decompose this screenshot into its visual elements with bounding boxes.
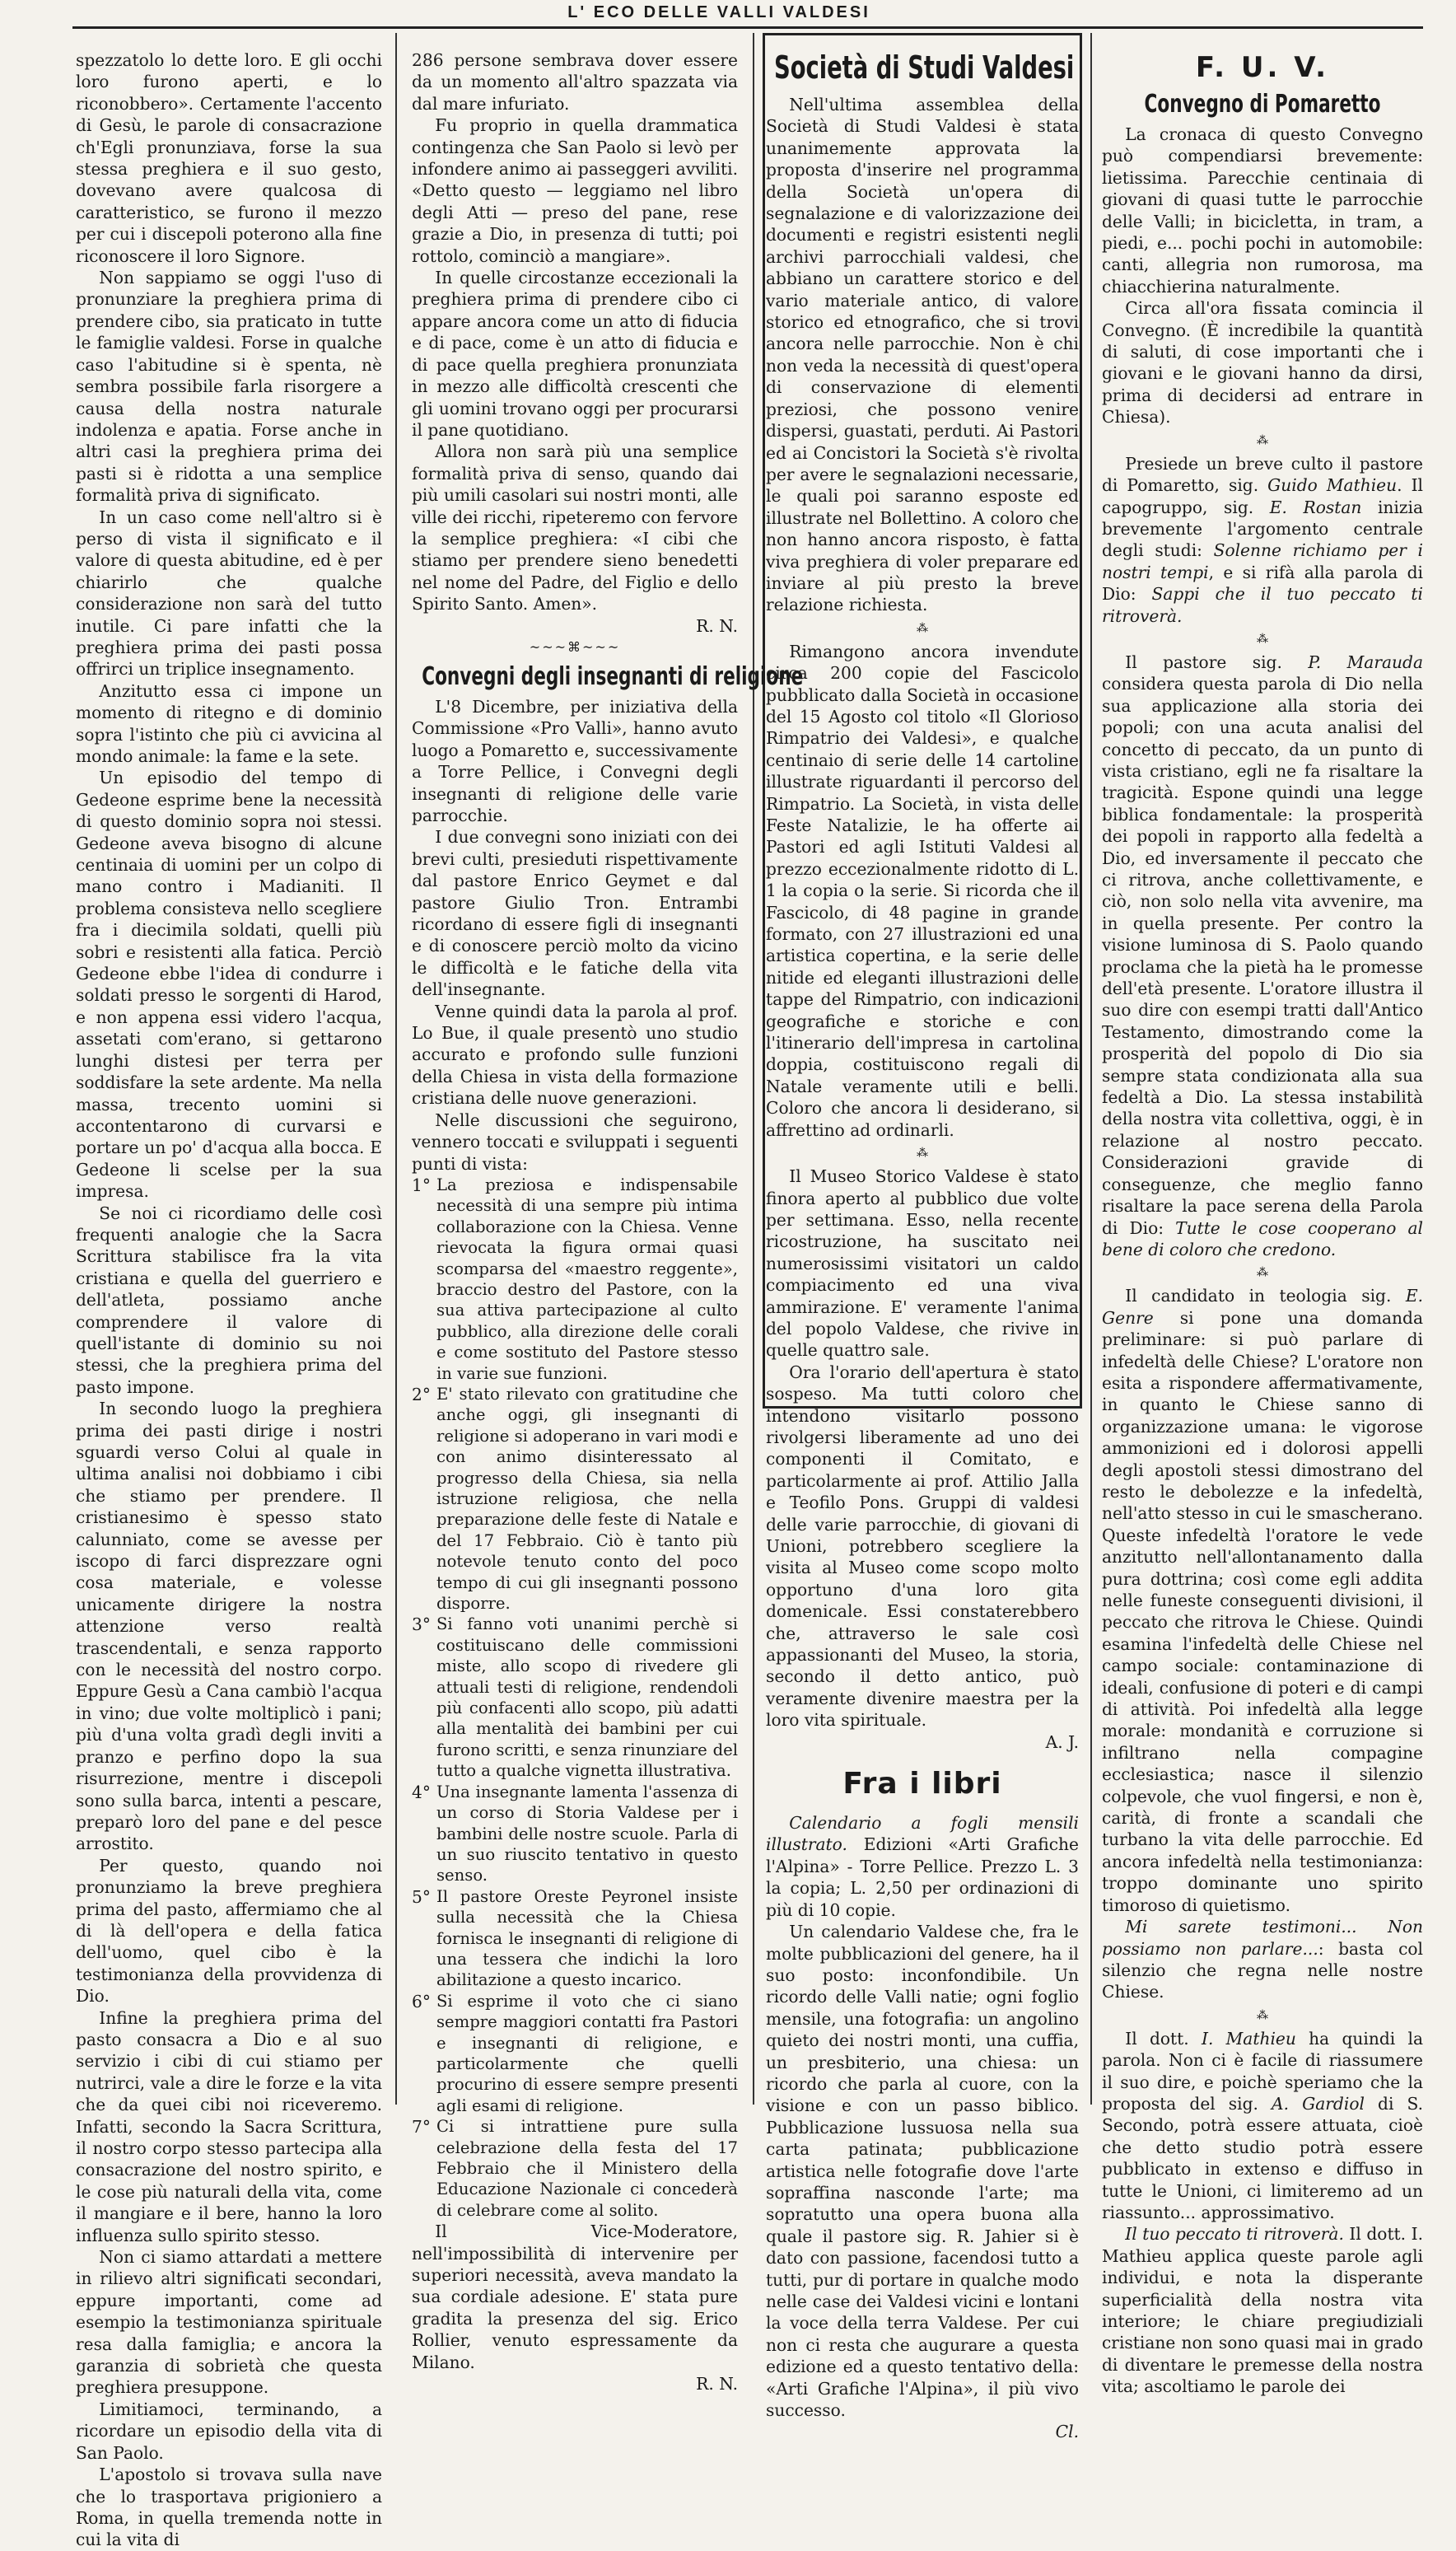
item-number: 7°	[412, 2117, 431, 2138]
bible-quote: Sappi che il tuo peccato ti ritroverà.	[1102, 584, 1424, 626]
paragraph: Nelle discussioni che seguirono, vennero toccati e sviluppati i seguenti punti di vista:	[412, 1110, 738, 1174]
list-item	[412, 1175, 738, 1384]
column-divider	[395, 33, 397, 2105]
paragraph	[1102, 453, 1423, 627]
list-item	[412, 1384, 738, 1614]
theme-title: Solenne richiamo per i nostri tempi	[1102, 540, 1423, 582]
list-item	[412, 1782, 738, 1886]
item-text: Ci si intrattiene pure sulla celebrazione della festa del 17 Febbraio che il Ministero della Educazione Nazionale ci concederà di celebrare come al solito.	[436, 2117, 738, 2220]
text-run: si pone una domanda preliminare: si può parlare di infedeltà delle Chiese? L'oratore non esita a rispondere affermativamente, in quanto le Chiese sanno di organizzazione umana: le vigorose ammonizioni ed i dolorosi appelli degli apostoli stessi dimostrano del resto le debolezze e la infedeltà, nell'atto stesso in cui le smascherano. Queste infedeltà l'oratore le vede anzitutto nell'allontanamento dalla pura dottrina; così come egli addita nelle funeste conseguenti divisioni, il peccato che ritrova le Chiese. Quindi esamina l'infedeltà delle Chiese nel campo sociale: contaminazione di ideali, confusione di poteri e di campi di attività. Poi infedeltà alla legge morale: mondanità e corruzione si infiltrano nella compagine ecclesiastica; nasce il silenzio colpevole, che vuol fingersi, e non è, carità, di fronte a scandali che turbano la vita delle parrocchie. Ed ancora infedeltà nella testimonianza: troppo dominante uno spirito timoroso di quietismo.	[1102, 1307, 1423, 1915]
section-stars: ⁂	[1257, 433, 1268, 447]
masthead: L' ECO DELLE VALLI VALDESI	[567, 3, 870, 21]
paragraph: I due convegni sono iniziati con dei brevi culti, presieduti rispettivamente dal pastore Enrico Geymet e dal pastore Giulio Tron. Entrambi ricordano di essere figli di insegnanti e di conoscere perciò molto da vicino le difficoltà e le fatiche della vita dell'insegnante.	[412, 827, 738, 1000]
paragraph: Fu proprio in quella drammatica contingenza che San Paolo si levò per infondere animo ai passeggeri avviliti. «Detto questo — leggiamo nel libro degli Atti — preso del pane, rese grazie a Dio, in presenza di tutti; poi rottolo, cominciò a mangiare».	[412, 115, 738, 266]
paragraph: Venne quindi data la parola al prof. Lo Bue, il quale presentò uno studio accurato e profondo sulle funzioni della Chiesa in vista della formazione cristiana delle nuove generazioni.	[412, 1001, 738, 1109]
bible-quote: Tutte le cose cooperano al bene di coloro che credono.	[1102, 1217, 1423, 1259]
text-run: : basta col silenzio che regna nelle nostre Chiese.	[1102, 1938, 1423, 2002]
item-number: 4°	[412, 1782, 431, 1802]
text-run: Il candidato in teologia sig.	[1125, 1286, 1406, 1306]
text-run: inizia brevemente l'argomento centrale degli studi:	[1102, 497, 1423, 561]
signature: R. N.	[696, 2374, 738, 2394]
article-heading: Società di Studi Valdesi	[774, 49, 1075, 86]
section-stars: ⁂	[1257, 632, 1268, 646]
bible-quote: Il tuo peccato ti ritroverà.	[1125, 2224, 1344, 2245]
paragraph: Limitiamoci, terminando, a ricordare un episodio della vita di San Paolo.	[76, 2399, 382, 2463]
bible-quote: Mi sarete testimoni... Non possiamo non parlare...	[1102, 1917, 1423, 1959]
text-run: Il dott.	[1125, 2028, 1202, 2049]
item-number: 3°	[412, 1614, 431, 1635]
item-text: La preziosa e indispensabile necessità di una sempre più intima collaborazione con la Chiesa. Venne rievocata la figura ormai quasi scomparsa del «maestro reggente», braccio destro del Pastore, con la sua attiva partecipazione al culto pubblico, alla direzione delle corali e come sostituto del Pastore stesso in varie sue funzioni.	[436, 1175, 738, 1383]
column-3	[766, 49, 1080, 2442]
person-name: E. Rostan	[1269, 497, 1362, 517]
paragraph	[1102, 652, 1423, 1260]
section-stars: ⁂	[1257, 2008, 1268, 2022]
book-info: Edizioni «Arti Grafiche l'Alpina» - Torre Pellice. Prezzo L. 3 la copia; L. 2,50 per ordinazioni di più di 10 copie.	[766, 1834, 1080, 1920]
item-number: 2°	[412, 1384, 431, 1404]
column-4	[1102, 49, 1424, 2397]
paragraph: spezzatolo lo dette loro. E gli occhi loro furono aperti, e lo riconobbero». Certamente l'accento di Gesù, le parole di consacrazione ch'Egli pronunziava, forse la sua stessa preghiera e il suo gesto, dovevano avere qualcosa di caratteristico, se furono il mezzo per cui i discepoli poterono alla fine riconoscere il loro Signore.	[76, 50, 382, 266]
person-name: P. Marauda	[1308, 652, 1423, 672]
item-number: 1°	[412, 1175, 431, 1195]
signature-text: Cl.	[1055, 2422, 1079, 2442]
paragraph: Non sappiamo se oggi l'uso di pronunziare la preghiera prima di prendere cibo, sia praticato in tutte le famiglie valdesi. Forse in qualche caso l'abitudine si è spenta, nè sembra possibile farla risorgere a causa della nostra naturale indolenza e apatia. Forse anche in altri casi la preghiera prima dei pasti si è ridotta a una semplice formalità priva di significato.	[76, 268, 382, 506]
numbered-list	[412, 1175, 738, 2221]
paragraph: Il Vice-Moderatore, nell'impossibilità di intervenire per superiori necessità, aveva mandato la sua cordiale adesione. E' stata pure gradita la presenza del sig. Erico Rollier, venuto espressamente da Milano.	[412, 2222, 738, 2372]
section-stars: ⁂	[917, 1147, 928, 1161]
paragraph	[1102, 1916, 1423, 2003]
item-number: 5°	[412, 1886, 431, 1907]
column-2	[412, 49, 804, 2394]
text-run: Il pastore sig.	[1125, 652, 1309, 672]
top-rule	[72, 26, 1423, 29]
person-name: Guido Mathieu	[1267, 475, 1398, 496]
column-1	[76, 49, 382, 2550]
person-name: A. Gardiol	[1272, 2093, 1365, 2114]
article-heading: Fra i libri	[842, 1767, 1002, 1801]
paragraph: Non ci siamo attardati a mettere in rilievo altri significati secondari, eppure importanti, come ad esempio la testimonianza spirituale resa dalla famiglia; e ancora la garanzia di sobrietà che questa preghiera presuppone.	[76, 2247, 382, 2398]
paragraph: L'apostolo si trovava sulla nave che lo trasportava prigioniero a Roma, in quella tremenda notte in cui la vita di	[76, 2465, 382, 2550]
text-run: Presiede un breve culto il pastore di Pomaretto, sig.	[1102, 453, 1423, 496]
paragraph: Ora l'orario dell'apertura è stato sospeso. Ma tutti coloro che intendono visitarlo possono rivolgersi liberamente ad uno dei componenti il Comitato, e particolarmente ai prof. Attilio Jalla e Teofilo Pons. Gruppi di valdesi delle varie parrocchie, di giovani di Unioni, potrebbero scegliere la visita al Museo come scopo molto opportuno d'una loro gita domenicale. Essi constaterebbero che, attraverso le sale così appassionanti del Museo, la storia, secondo il detto antico, può veramente divenire maestra per la loro vita spirituale.	[766, 1362, 1079, 1731]
list-item	[412, 1614, 738, 1781]
section-stars: ⁂	[917, 621, 928, 635]
list-item	[412, 2116, 738, 2221]
signature: R. N.	[696, 615, 738, 636]
paragraph: Nell'ultima assemblea della Società di Studi Valdesi è stata unanimemente approvata la proposta d'inserire nel programma della Società un'opera di segnalazione e di valorizzazione dei documenti e registri esistenti negli archivi parrocchiali valdesi, che abbiano un carattere storico e del vario materiale antico, di valore storico ed etnografico, che si trovi ancora nelle parrocchie. Non è chi non veda la necessità di quest'opera di conservazione di elementi preziosi, che possono venire dispersi, guastati, perduti. Ai Pastori ed ai Concistori la Società s'è rivolta per avere le segnalazioni necessarie, le quali poi saranno esposte ed illustrate nel Bollettino. A coloro che non hanno ancora risposto, è fatta viva preghiera di voler preparare ed inviare al più presto la breve relazione richiesta.	[766, 95, 1079, 615]
paragraph: Circa all'ora fissata comincia il Convegno. (È incredibile la quantità di saluti, di cose importanti che i giovani e le giovani hanno da dirsi, prima di decidersi ad entrare in Chiesa).	[1102, 298, 1423, 428]
paragraph: Infine la preghiera prima del pasto consacra a Dio e al suo servizio i cibi di cui stiamo per nutrirci, vale a dire le forze e la vita che da quei cibi noi riceveremo. Infatti, secondo la Sacra Scrittura, il nostro corpo stesso partecipa alla consacrazione del nostro spirito, e le cose più naturali della vita, come il mangiare e il bere, hanno la loro influenza sullo spirito stesso.	[76, 2007, 382, 2245]
item-text: Si fanno voti unanimi perchè si costituiscano delle commissioni miste, allo scopo di rivedere gli attuali testi di religione, rendendoli più confacenti allo scopo, più adatti alla mentalità dei bambini per cui furono scritti, e senza rinunziare del tutto a qualche vignetta illustrativa.	[436, 1614, 738, 1781]
text-run: , e si rifà alla parola di Dio:	[1102, 562, 1423, 605]
signature: A. J.	[1045, 1731, 1079, 1752]
text-run: Il dott. I. Mathieu applica queste parole agli individui, e nota la disperante superficialità della nostra vita interiore; le chiare pregiudiziali cristiane non sono quasi mai in grado di diventare le premesse della nostra vita; ascoltiamo le parole dei	[1102, 2224, 1423, 2397]
paragraph: La cronaca di questo Convegno può compendiarsi brevemente: lietissima. Parecchie centinaia di giovani di quasi tutte le parrocchie delle Valli; in bicicletta, in tram, a piedi, e... pochi pochi in automobile: canti, allegria non rumorosa, ma chiacchierina naturalmente.	[1102, 124, 1423, 297]
text-run: ha quindi la parola. Non ci è facile di riassumere il suo dire, e poichè speriamo che la proposta del sig.	[1102, 2028, 1423, 2114]
paragraph: Se noi ci ricordiamo delle così frequenti analogie che la Sacra Scrittura stabilisce fra la vita cristiana e quella del guerriero e dell'atleta, possiamo anche comprendere il valore di quell'istante di dominio su noi stessi, che la preghiera prima del pasto impone.	[76, 1203, 382, 1397]
section-stars: ⁂	[1257, 1266, 1268, 1280]
paragraph: Un calendario Valdese che, fra le molte pubblicazioni del genere, ha il suo posto: inconfondibile. Un ricordo delle Valli natie; ogni foglio mensile, una fotografia: un angolino quieto dei nostri monti, una cuffia, un presbiterio, una chiesa: un ricordo che parla al cuore, con la visione e con un passo biblico. Pubblicazione lussuosa nella sua carta patinata; pubblicazione artistica nelle fotografie dove l'arte sopraffina nasconde l'arte; ma sopratutto una opera buona alla quale il pastore sig. R. Jahier si è dato con passione, facendosi tutto a tutti, pur di portare in qualche modo nelle case dei Valdesi vicini e lontani la voce della terra Valdese. Per cui non ci resta che augurare a questa edizione ed a questo tentativo della: «Arti Grafiche l'Alpina», il più vivo successo.	[766, 1922, 1079, 2421]
person-name: E. Genre	[1102, 1286, 1423, 1328]
text-run: . Il capogruppo, sig.	[1102, 475, 1424, 517]
list-item	[412, 1991, 738, 2116]
paragraph: Per questo, quando noi pronunziamo la breve preghiera prima del pasto, affermiamo che al di là dell'opera e della fatica dell'uomo, quel cibo è la testimonianza della provvidenza di Dio.	[76, 1855, 382, 2007]
paragraph: Rimangono ancora invendute circa 200 copie del Fascicolo pubblicato dalla Società in occasione del 15 Agosto col titolo «Il Glorioso Rimpatrio dei Valdesi», e qualche centinaio di serie delle 14 cartoline illustrate riguardanti il percorso del Rimpatrio. La Società, in vista delle Feste Natalizie, le ha offerte ai Pastori ed agli Istituti Valdesi al prezzo eccezionalmente ridotto di L. 1 la copia o la serie. Si ricorda che il Fascicolo, di 48 pagine in grande formato, con 27 illustrazioni ed una artistica copertina, e la serie delle nitide ed eleganti illustrazioni delle tappe del Rimpatrio, con indicazioni geografiche e storiche e con l'itinerario dell'impresa in cartolina doppia, costituiscono regali di Natale veramente utili e belli. Coloro che ancora li desiderano, si affrettino ad ordinarli.	[766, 641, 1079, 1140]
book-entry	[766, 1812, 1079, 1921]
person-name: I. Mathieu	[1201, 2028, 1296, 2049]
paragraph: In secondo luogo la preghiera prima dei pasti dirige i nostri sguardi verso Colui al quale in ultima analisi noi dobbiamo i cibi che stiamo per prendere. Il cristianesimo è spesso stato calunniato, come se avesse per iscopo di farci disprezzare ogni cosa materiale, e volesse unicamente dirigere la nostra attenzione verso realtà trascendentali, e senza rapporto con le necessità del nostro corpo. Eppure Gesù a Cana cambiò l'acqua in vino; due volte moltiplicò i pani; più d'una volta gradì degli inviti a pranzo e perfino dopo la sua risurrezione, mentre i discepoli sono sulla barca, intenti a pescare, preparò loro del pane e del pesce arrostito.	[76, 1399, 382, 1854]
paragraph: 286 persone sembrava dover essere da un momento all'altro spazzata via dal mare infuriato.	[412, 50, 738, 114]
article-heading: Convegni degli insegnanti di religione	[422, 661, 804, 691]
list-item	[412, 1886, 738, 1991]
paragraph	[1102, 2028, 1423, 2224]
paragraph: Anzitutto essa ci impone un momento di ritegno e di dominio sopra l'istinto che più ci avvicina al mondo animale: la fame e la sete.	[76, 680, 382, 766]
paragraph: Il Museo Storico Valdese è stato finora aperto al pubblico due volte per settimana. Esso, nella recente ricostruzione, ha suscitato nei numerosissimi visitatori un caldo compiacimento ed una viva ammirazione. E' veramente l'anima del popolo Valdese, che rivive in quelle quattro sale.	[766, 1166, 1079, 1361]
text-run: di S. Secondo, potrà essere attuata, cioè che detto studio potrà essere pubblicato in extenso e diffuso in tutte le Unioni, ci limiteremo ad un riassunto... approssimativo.	[1102, 2093, 1424, 2222]
paragraph	[1102, 1285, 1423, 1916]
paragraph: L'8 Dicembre, per iniziativa della Commissione «Pro Valli», hanno avuto luogo a Pomaretto e, successivamente a Torre Pellice, i Convegni degli insegnanti di religione delle varie parrocchie.	[412, 696, 738, 825]
article-heading: Convegno di Pomaretto	[1144, 90, 1381, 119]
item-text: E' stato rilevato con gratitudine che anche oggi, gli insegnanti di religione si adoperano in vari modi e con animo disinteressato al progresso della Chiesa, sia nella istruzione religiosa, che nella preparazione delle feste di Natale e del 17 Febbraio. Ciò è tanto più notevole tenuto conto del poco tempo di cui gli insegnanti possono disporre.	[436, 1384, 738, 1614]
item-text: Una insegnante lamenta l'assenza di un corso di Storia Valdese per i bambini delle nostre scuole. Parla di un suo riuscito tentativo in questo senso.	[436, 1782, 738, 1885]
paragraph: In un caso come nell'altro si è perso di vista il significato e il valore di questa abitudine, ed è per chiarirlo che qualche considerazione non sarà del tutto inutile. Ci pare infatti che la preghiera prima dei pasti possa offrirci un triplice insegnamento.	[76, 507, 382, 680]
ornamental-divider: ~~~⌘~~~	[529, 638, 621, 655]
paragraph	[1102, 2223, 1423, 2397]
item-text: Si esprime il voto che ci siano sempre maggiori contatti fra Pastori e insegnanti di religione, e particolarmente che quelli procurino di essere sempre presenti agli esami di religione.	[436, 1991, 738, 2115]
paragraph: Allora non sarà più una semplice formalità priva di senso, quando dai più umili casolari sui nostri monti, alle ville dei ricchi, ripeteremo con fervore la semplice preghiera: «I cibi che stiamo per prendere sieno benedetti nel nome del Padre, del Figlio e dello Spirito Santo. Amen».	[412, 442, 738, 614]
item-number: 6°	[412, 1991, 431, 2011]
paragraph: Un episodio del tempo di Gedeone esprime bene la necessità di questo dominio sopra noi stessi. Gedeone aveva bisogno di alcune centinaia di uomini per un colpo di mano contro i Madianiti. Il problema consisteva nello scegliere fra i diecimila soldati, quelli più sobri e resistenti alla fatica. Perciò Gedeone ebbe l'idea di condurre i soldati presso le sorgenti di Harod, e non appena essi videro l'acqua, assetati com'erano, si gettarono lunghi distesi per terra per soddisfare la sete ardente. Ma nella massa, trecento uomini si accontentarono di curvarsi e portare un po' d'acqua alla bocca. E Gedeone li scelse per la sua impresa.	[76, 768, 382, 1202]
paragraph: In quelle circostanze eccezionali la preghiera prima di prendere cibo ci appare ancora come un atto di fiducia e di pace, come è un atto di fiducia e di pace quella preghiera pronunziata in mezzo alle difficoltà crescenti che gli uomini trovano oggi per procurarsi il pane quotidiano.	[412, 268, 738, 440]
text-run: considera questa parola di Dio nella sua applicazione alla storia dei popoli; con una acuta analisi del concetto di peccato, da un punto di vista cristiano, egli ne fa risaltare la tragicità. Espone quindi una legge biblica fondamentale: la prosperità dei popoli in rapporto alla fedeltà a Dio, ed inversamente il peccato che ci ritrova, anche collettivamente, e ciò, non solo nella vita avvenire, ma in quella presente. Per contro la visione luminosa di S. Paolo quando proclama che la pietà ha le promesse dell'età presente. L'oratore illustra il suo dire con esempi tratti dall'Antico Testamento, dimostrando come la prosperità del popolo di Dio sia sempre stata condizionata alla sua fedeltà a Dio. La stessa instabilità della nostra vita collettiva, oggi, è in relazione al nostro peccato. Considerazioni gravide di conseguenze, che meglio fanno risaltare la pace serena della Parola di Dio:	[1102, 674, 1423, 1238]
item-text: Il pastore Oreste Peyronel insiste sulla necessità che la Chiesa fornisca le insegnanti di religione di una tessera che indichi la loro abilitazione a questo incarico.	[436, 1886, 738, 1990]
book-title: Calendario a fogli mensili illustrato.	[766, 1813, 1079, 1855]
signature	[766, 2421, 1079, 2442]
section-heading: F. U. V.	[1195, 51, 1330, 84]
